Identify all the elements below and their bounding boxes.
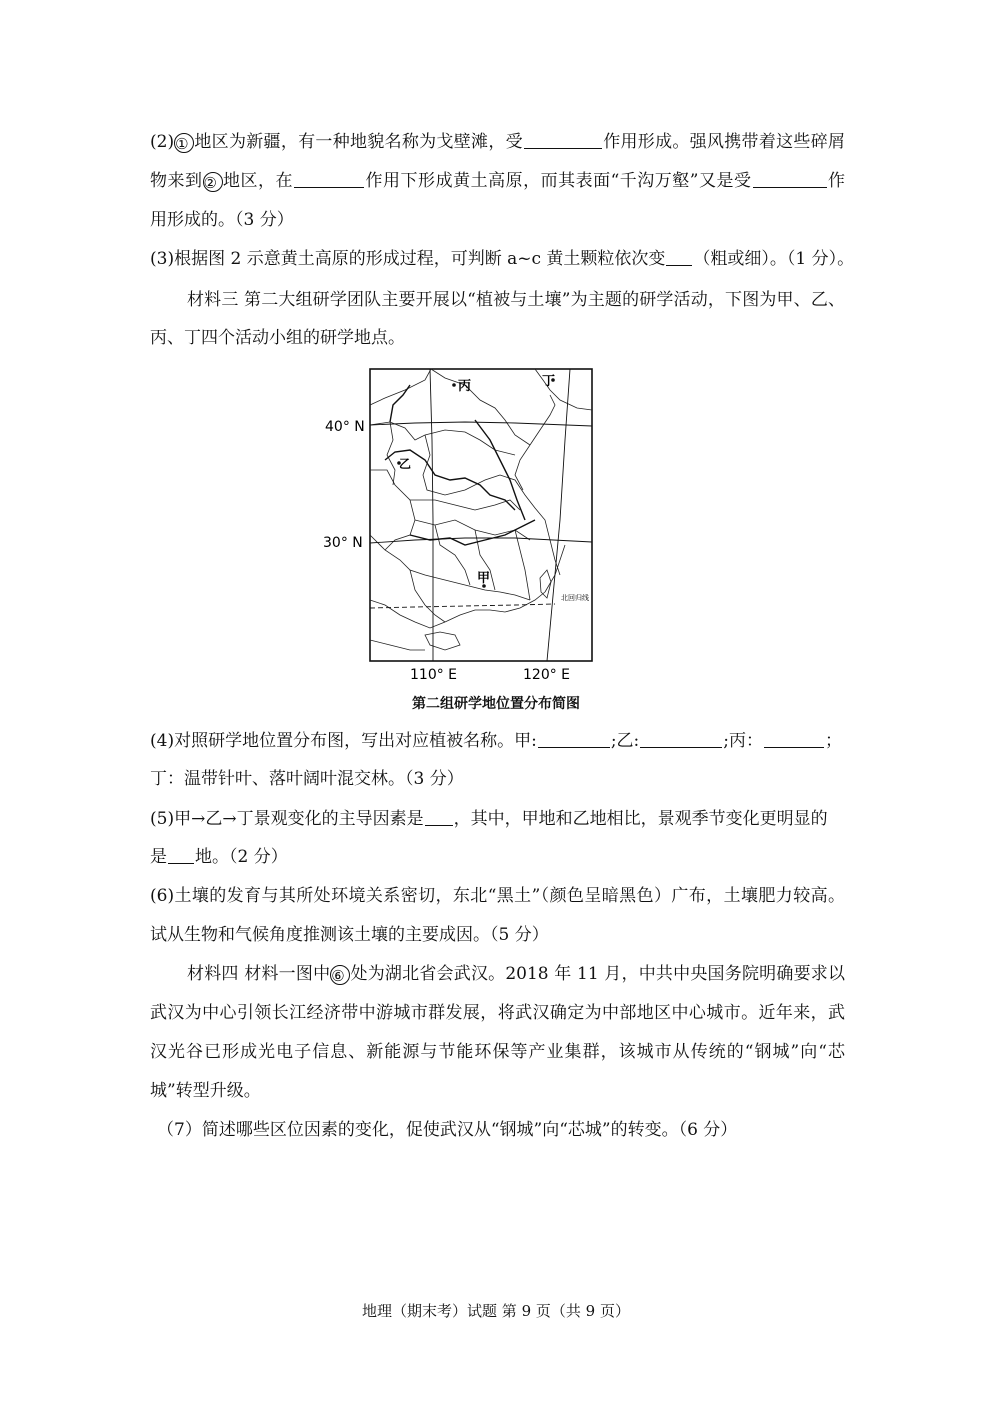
question-2-line-3: 用形成的。（3 分） — [150, 210, 294, 230]
question-3: (3)根据图 2 示意黄土高原的形成过程，可判断 a~c 黄土颗粒依次变 （粗或细）。（1 分）。 — [150, 249, 855, 269]
site-label-bing: 丙 — [458, 379, 472, 394]
circled-number-1: ① — [174, 133, 194, 153]
lat-label-30n: 30° N — [323, 535, 363, 551]
circled-number-6: ⑥ — [330, 965, 350, 985]
lon-label-120e: 120° E — [523, 667, 571, 683]
site-label-yi: 乙 — [399, 457, 412, 471]
question-5-line-1: (5)甲→乙→丁景观变化的主导因素是 ，其中，甲地和乙地相比，景观季节变化更明显的 — [150, 809, 828, 829]
site-label-jia: 甲 — [477, 571, 491, 586]
map-frame — [370, 369, 592, 661]
material-3-line-2: 丙、丁四个活动小组的研学地点。 — [150, 328, 405, 348]
answer-blank[interactable] — [666, 249, 692, 266]
question-5-line-2: 是 地。（2 分） — [150, 847, 288, 867]
site-label-ding: 丁 — [542, 374, 556, 389]
research-site-map — [315, 360, 615, 685]
lon-label-110e: 110° E — [410, 667, 458, 683]
material-3-line-1: 材料三 第二大组研学团队主要开展以“植被与土壤”为主题的研学活动，下图为甲、乙、 — [187, 290, 845, 310]
answer-blank-jia[interactable] — [538, 731, 610, 748]
page-footer: 地理（期末考）试题 第 9 页（共 9 页） — [362, 1302, 630, 1320]
circled-number-2: ② — [203, 172, 223, 192]
question-6-line-1: (6)土壤的发育与其所处环境关系密切，东北“黑土”（颜色呈暗黑色）广布，土壤肥力较高。 — [150, 886, 845, 906]
question-6-line-2: 试从生物和气候角度推测该土壤的主要成因。（5 分） — [150, 925, 549, 945]
question-7: （7）简述哪些区位因素的变化，促使武汉从“钢城”向“芯城”的转变。（6 分） — [157, 1120, 738, 1140]
answer-blank[interactable] — [753, 171, 827, 188]
material-4-line-1: 材料四 材料一图中⑥ 处为湖北省会武汉。2018 年 11 月，中共中央国务院明确要求以 — [187, 964, 846, 985]
material-4-line-2: 武汉为中心引领长江经济带中游城市群发展，将武汉确定为中部地区中心城市。近年来，武 — [150, 1003, 845, 1023]
answer-blank-yi[interactable] — [640, 731, 722, 748]
answer-blank-bing[interactable] — [764, 731, 824, 748]
lat-label-40n: 40° N — [325, 419, 365, 435]
tropic-label: 北回归线 — [561, 594, 589, 602]
question-4-line-1: (4)对照研学地位置分布图，写出对应植被名称。甲: ;乙: ;丙： ； — [150, 731, 843, 751]
map-caption: 第二组研学地位置分布简图 — [412, 696, 580, 712]
answer-blank[interactable] — [425, 809, 453, 826]
material-4-line-3: 汉光谷已形成光电子信息、新能源与节能环保等产业集群，该城市从传统的“钢城”向“芯 — [150, 1042, 845, 1062]
answer-blank[interactable] — [524, 132, 602, 149]
answer-blank[interactable] — [168, 847, 194, 864]
material-4-line-4: 城”转型升级。 — [150, 1081, 261, 1101]
question-2-line-1: (2)① 地区为新疆，有一种地貌名称为戈壁滩，受 作用形成。强风携带着这些碎屑 — [150, 132, 846, 153]
question-2-line-2: 物来到② 地区，在 作用下形成黄土高原，而其表面“千沟万壑”又是受 作 — [150, 171, 846, 192]
site-marker-bing — [452, 383, 456, 387]
answer-blank[interactable] — [294, 171, 364, 188]
question-4-line-2: 丁：温带针叶、落叶阔叶混交林。（3 分） — [150, 769, 464, 789]
